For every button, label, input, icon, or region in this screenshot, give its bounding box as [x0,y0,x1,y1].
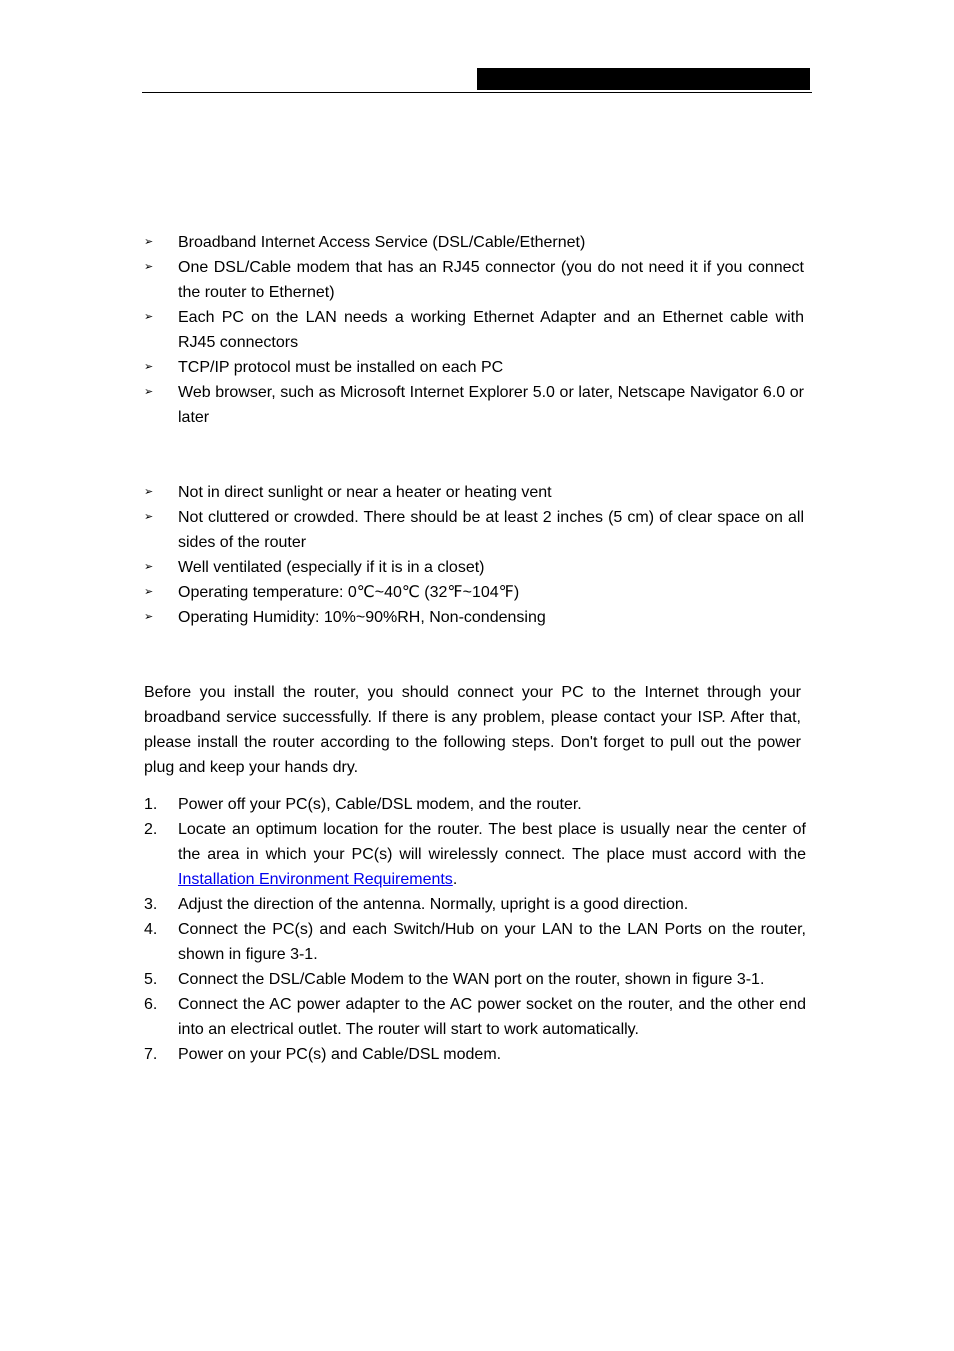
list-item: ➢ Not cluttered or crowded. There should be at least 2 inches (5 cm) of clear space on all sides of the router [144,505,804,555]
environment-requirements-link[interactable]: Installation Environment Requirements [178,871,453,888]
step-item: 1. Power off your PC(s), Cable/DSL modem, and the router. [144,792,806,817]
bullet-arrow-icon: ➢ [144,611,154,623]
bullet-arrow-icon: ➢ [144,586,154,598]
step-item: 3. Adjust the direction of the antenna. Normally, upright is a good direction. [144,892,806,917]
step-number: 2. [144,821,158,838]
environment-list [144,480,804,630]
step-item: 6. Connect the AC power adapter to the AC power socket on the router, and the other end into an electrical outlet. The router will start to work automatically. [144,992,806,1042]
list-item: ➢ Operating temperature: 0℃~40℃ (32℉~104℉) [144,580,804,605]
header-bar [477,68,810,90]
step-item: 7. Power on your PC(s) and Cable/DSL modem. [144,1042,806,1067]
list-item: ➢ Each PC on the LAN needs a working Ethernet Adapter and an Ethernet cable with RJ45 connectors [144,305,804,355]
list-item: ➢ Well ventilated (especially if it is in a closet) [144,555,804,580]
step-number: 7. [144,1046,158,1063]
step-item: 2. Locate an optimum location for the router. The best place is usually near the center of the area in which your PC(s) will wirelessly connect. The place must accord with the Installation Environment Requirements. [144,817,806,892]
step-item: 4. Connect the PC(s) and each Switch/Hub on your LAN to the LAN Ports on the router, shown in figure 3-1. [144,917,806,967]
step-number: 6. [144,996,158,1013]
list-item: ➢ One DSL/Cable modem that has an RJ45 connector (you do not need it if you connect the router to Ethernet) [144,255,804,305]
list-item: ➢ Web browser, such as Microsoft Internet Explorer 5.0 or later, Netscape Navigator 6.0 or later [144,380,804,430]
bullet-arrow-icon: ➢ [144,311,154,323]
step-item: 5. Connect the DSL/Cable Modem to the WAN port on the router, shown in figure 3-1. [144,967,806,992]
bullet-arrow-icon: ➢ [144,486,154,498]
step-number: 4. [144,921,158,938]
step-number: 5. [144,971,158,988]
list-item: ➢ Broadband Internet Access Service (DSL/Cable/Ethernet) [144,230,804,255]
bullet-arrow-icon: ➢ [144,386,154,398]
bullet-arrow-icon: ➢ [144,511,154,523]
bullet-arrow-icon: ➢ [144,361,154,373]
requirements-list [144,230,804,430]
step-number: 1. [144,796,158,813]
installation-intro: Before you install the router, you should connect your PC to the Internet through your broadband service successfully. If there is any problem, please contact your ISP. After that, please install the router according to the following steps. Don't forget to pull out the power plug and keep your hands dry. [144,684,801,776]
installation-steps [144,792,806,1067]
list-item: ➢ TCP/IP protocol must be installed on each PC [144,355,804,380]
bullet-arrow-icon: ➢ [144,261,154,273]
bullet-arrow-icon: ➢ [144,236,154,248]
step-number: 3. [144,896,158,913]
list-item: ➢ Operating Humidity: 10%~90%RH, Non-condensing [144,605,804,630]
header-rule [142,92,812,93]
list-item: ➢ Not in direct sunlight or near a heater or heating vent [144,480,804,505]
bullet-arrow-icon: ➢ [144,561,154,573]
